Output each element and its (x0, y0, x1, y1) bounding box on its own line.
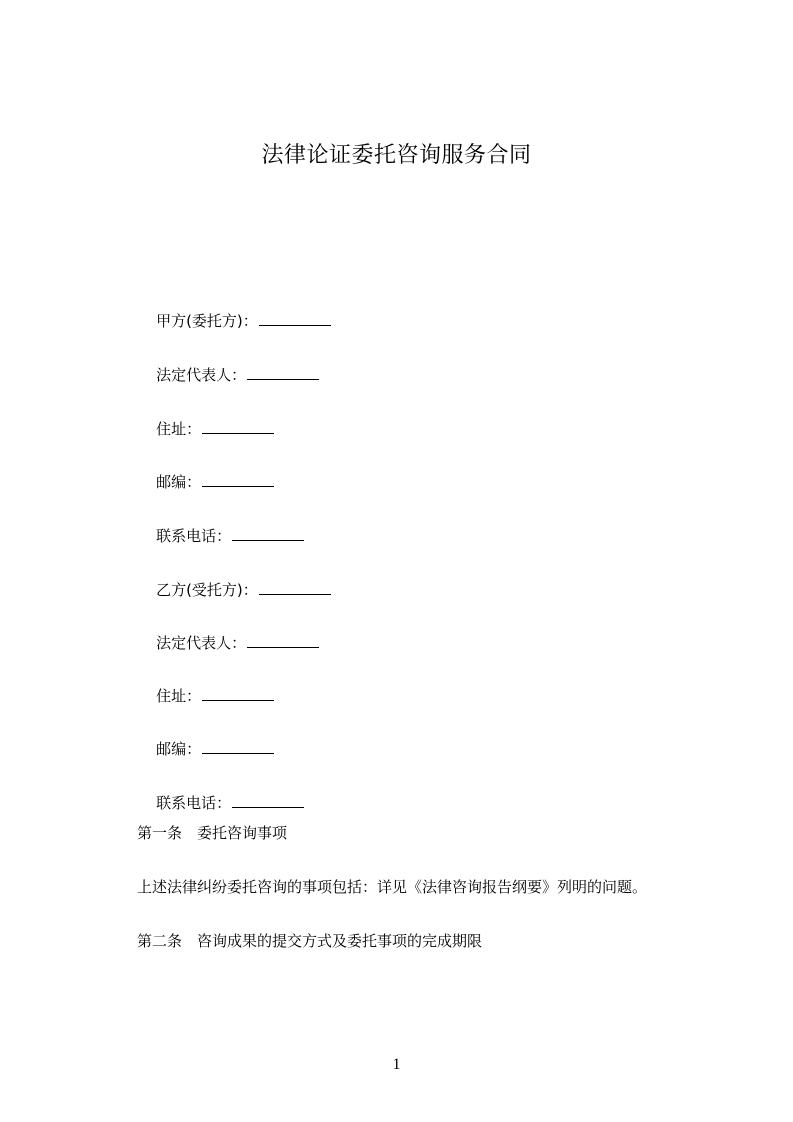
article-1-heading: 第一条 委托咨询事项 (137, 824, 288, 842)
party-a-name-label: 甲方(委托方)： (156, 312, 258, 330)
party-b-phone-blank (232, 793, 304, 808)
party-b-address-field (137, 666, 274, 726)
party-b-postcode-label: 邮编： (156, 740, 202, 758)
party-b-name-field (137, 560, 331, 620)
party-b-rep-blank (247, 633, 319, 648)
party-b-rep-field (137, 613, 319, 673)
party-a-phone-field (137, 506, 304, 566)
party-b-rep-label: 法定代表人： (156, 634, 247, 652)
party-a-name-blank (259, 311, 331, 326)
party-a-phone-label: 联系电话： (156, 527, 232, 545)
party-b-address-blank (202, 686, 274, 701)
party-a-address-field (137, 399, 274, 459)
article-2-heading: 第二条 咨询成果的提交方式及委托事项的完成期限 (137, 932, 483, 950)
party-a-address-blank (202, 419, 274, 434)
party-a-rep-field (137, 345, 319, 405)
party-a-address-label: 住址： (156, 420, 202, 438)
party-a-postcode-field (137, 452, 274, 512)
party-a-phone-blank (232, 526, 304, 541)
party-b-postcode-blank (202, 739, 274, 754)
page-number: 1 (392, 1056, 401, 1073)
document-title: 法律论证委托咨询服务合同 (261, 143, 532, 168)
party-a-rep-blank (247, 365, 319, 380)
article-1-body: 上述法律纠纷委托咨询的事项包括：详见《法律咨询报告纲要》列明的问题。 (137, 878, 648, 896)
party-b-name-label: 乙方(受托方)： (156, 581, 258, 599)
party-b-name-blank (259, 580, 331, 595)
party-b-phone-label: 联系电话： (156, 794, 232, 812)
party-a-name-field (137, 291, 331, 351)
party-a-rep-label: 法定代表人： (156, 366, 247, 384)
party-b-address-label: 住址： (156, 687, 202, 705)
party-a-postcode-blank (202, 472, 274, 487)
party-b-postcode-field (137, 719, 274, 779)
party-a-postcode-label: 邮编： (156, 473, 202, 491)
